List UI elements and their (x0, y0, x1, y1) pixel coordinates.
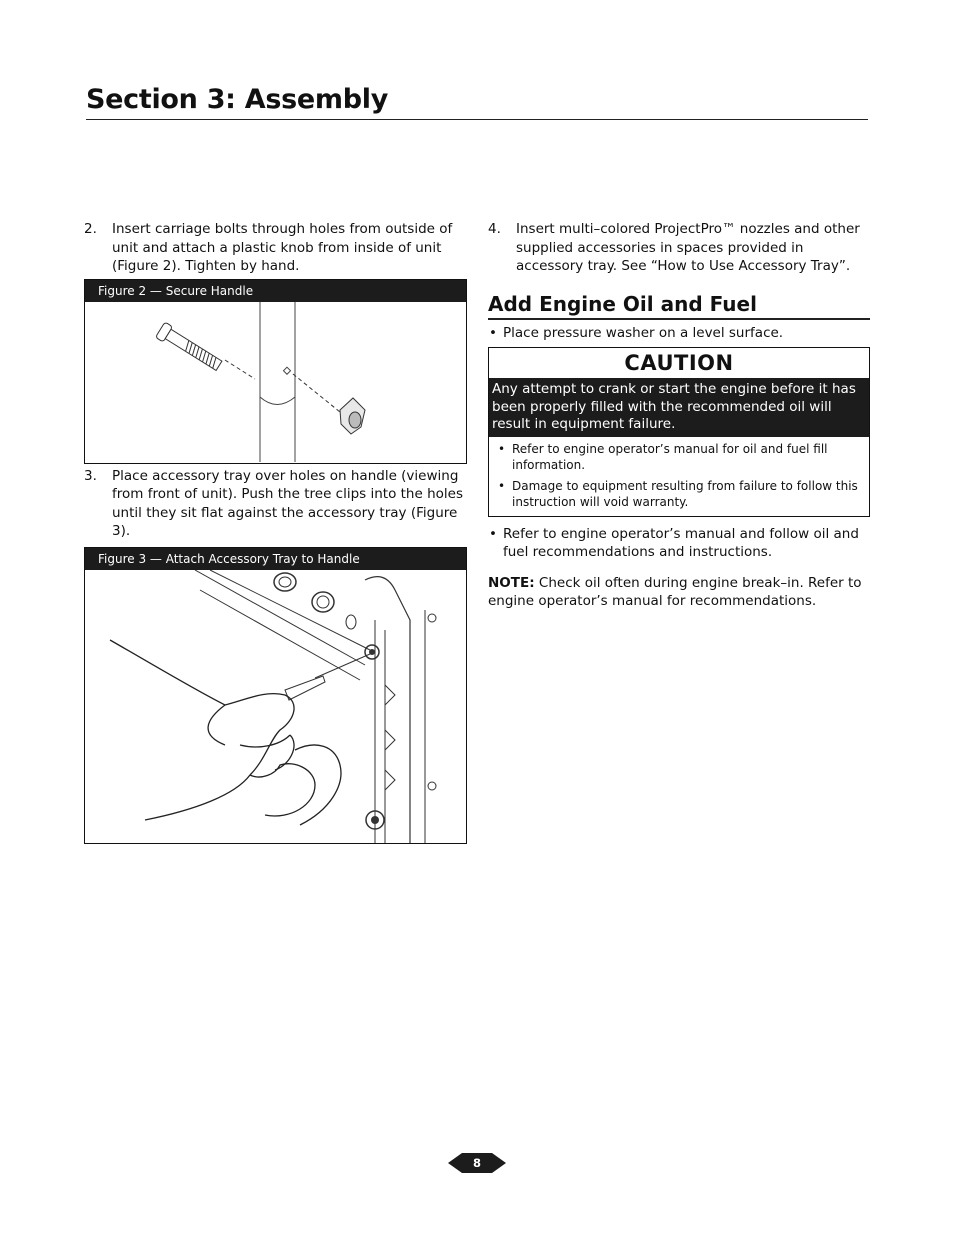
caution-item (497, 441, 861, 473)
step-4-number: 4. (488, 221, 501, 237)
figure-3-illustration (85, 570, 466, 843)
figure-3 (84, 547, 467, 844)
bullet-level-surface (488, 324, 870, 343)
bullet-level-surface-text: Place pressure washer on a level surface. (503, 324, 784, 341)
figure-3-caption: Figure 3 — Attach Accessory Tray to Handle (85, 548, 466, 570)
heading-add-engine-oil: Add Engine Oil and Fuel (488, 292, 870, 320)
step-4 (488, 220, 870, 276)
caution-title: CAUTION (624, 351, 734, 375)
caution-item-text: Refer to engine operator’s manual for oil and fuel fill information. (512, 441, 828, 472)
bullet-dot: • (498, 441, 506, 456)
caution-box (488, 347, 870, 517)
figure-2-illustration (85, 302, 466, 462)
step-3-text: Place accessory tray over holes on handle (viewing from front of unit). Push the tree clips into the holes until they sit flat against the accessory tray (Figure 3). (112, 467, 463, 539)
step-2-number: 2. (84, 221, 97, 237)
right-column (488, 220, 870, 611)
note (488, 574, 870, 611)
page-number: 8 (472, 1156, 481, 1170)
caution-item-text: Damage to equipment resulting from failure to follow this instruction will void warranty. (512, 478, 858, 509)
bullet-dot: • (489, 525, 497, 542)
step-2-text: Insert carriage bolts through holes from outside of unit and attach a plastic knob from inside of unit (Figure 2). Tighten by hand. (112, 221, 453, 274)
page-number-badge (448, 1151, 506, 1175)
figure-2 (84, 279, 467, 464)
figure-2-caption: Figure 2 — Secure Handle (85, 280, 466, 302)
note-text: Check oil often during engine break–in. Refer to engine operator’s manual for recommendations. (488, 574, 862, 609)
section-title: Section 3: Assembly (86, 84, 389, 115)
bullet-refer-manual-text: Refer to engine operator’s manual and follow oil and fuel recommendations and instructions. (503, 525, 859, 560)
bullet-refer-manual (488, 525, 870, 562)
step-4-text: Insert multi–colored ProjectPro™ nozzles and other supplied accessories in spaces provided in accessory tray. See “How to Use Accessory Tray”. (516, 221, 860, 274)
note-label: NOTE: (488, 574, 535, 591)
bullet-dot: • (489, 324, 497, 341)
caution-warning: Any attempt to crank or start the engine before it has been properly filled with the recommended oil will result in equipment failure. (489, 378, 869, 437)
left-column (84, 220, 467, 844)
caution-list (489, 437, 869, 516)
step-3-number: 3. (84, 467, 97, 484)
bullet-dot: • (498, 478, 506, 493)
title-rule (86, 119, 868, 120)
step-3 (84, 467, 467, 541)
step-2 (84, 220, 467, 276)
caution-item (497, 478, 861, 510)
